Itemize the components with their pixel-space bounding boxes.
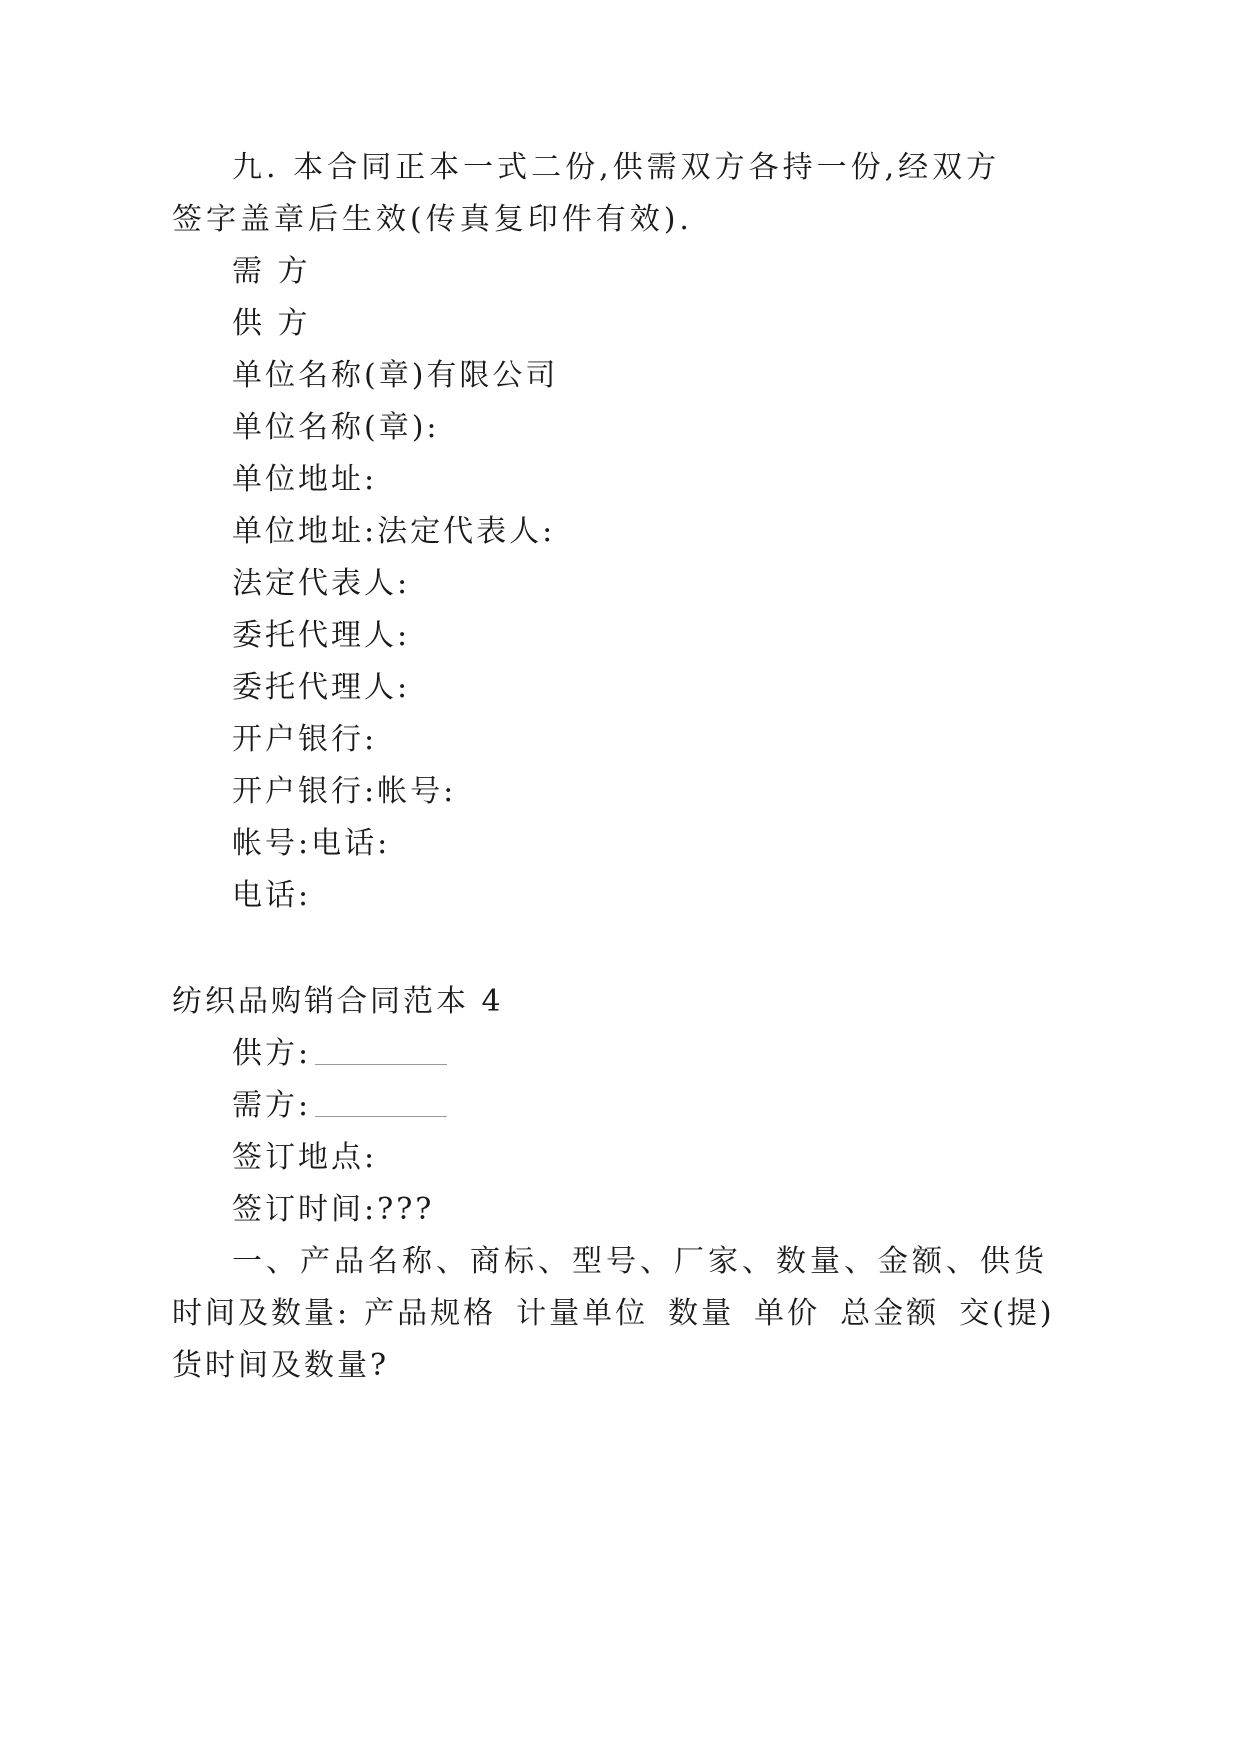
- column-product-spec: 产品规格: [364, 1296, 497, 1331]
- clause-nine-line-2: 签字盖章后生效(传真复印件有效).: [172, 202, 693, 237]
- legal-rep-field: 法定代表人:: [232, 566, 411, 601]
- buyer-row: [232, 1086, 447, 1126]
- signing-place-field: 签订地点:: [232, 1140, 378, 1175]
- account-phone-field: 帐号:电话:: [232, 826, 391, 861]
- buyer-party-heading: 需 方: [232, 254, 311, 289]
- company-name-seal-line: 单位名称(章)有限公司: [232, 358, 559, 393]
- column-unit-price: 单价: [754, 1296, 821, 1331]
- clause-nine-line-1: 九. 本合同正本一式二份,供需双方各持一份,经双方: [232, 150, 1001, 185]
- bank-field: 开户银行:: [232, 722, 378, 757]
- supplier-label: 供方:: [232, 1036, 312, 1071]
- column-quantity: 数量: [668, 1296, 735, 1331]
- address-legal-rep-field: 单位地址:法定代表人:: [232, 514, 556, 549]
- supplier-row: [232, 1034, 447, 1074]
- agent-field-1: 委托代理人:: [232, 618, 411, 653]
- clause-one-line-2: [172, 1294, 1055, 1334]
- agent-field-2: 委托代理人:: [232, 670, 411, 705]
- buyer-label: 需方:: [232, 1088, 312, 1123]
- clause-one-line-3: 货时间及数量?: [172, 1348, 390, 1383]
- company-address-field: 单位地址:: [232, 462, 378, 497]
- signing-time-field: 签订时间:???: [232, 1192, 435, 1227]
- company-name-seal-field: 单位名称(章):: [232, 410, 440, 445]
- supplier-party-heading: 供 方: [232, 306, 311, 341]
- column-total-amount: 总金额: [840, 1296, 940, 1331]
- bank-account-field: 开户银行:帐号:: [232, 774, 457, 809]
- column-unit: 计量单位: [516, 1296, 649, 1331]
- supplier-blank-line: [315, 1034, 447, 1065]
- phone-field: 电话:: [232, 878, 312, 913]
- clause-one-prefix: 时间及数量:: [172, 1296, 351, 1331]
- clause-one-line-1: 一、产品名称、商标、型号、厂家、数量、金额、供货: [232, 1244, 1048, 1279]
- column-delivery: 交(提): [959, 1296, 1055, 1331]
- section-title: 纺织品购销合同范本 4: [172, 984, 504, 1019]
- buyer-blank-line: [315, 1086, 447, 1117]
